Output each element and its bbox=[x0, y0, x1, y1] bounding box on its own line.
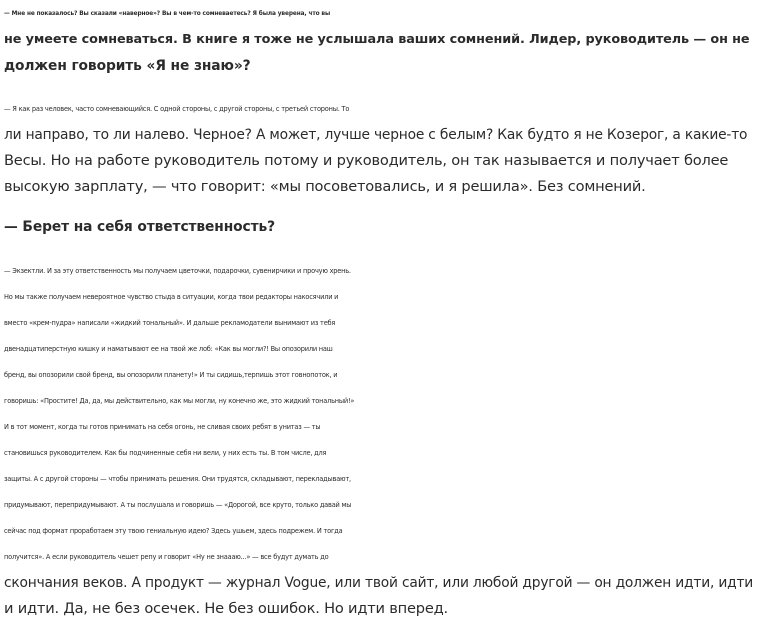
interview-answer-paragraph bbox=[4, 96, 747, 200]
text-line: вместо «крем-пудра» написали «жидкий тональный». И дальше рекламодатели вынимают из тебя bbox=[4, 319, 336, 327]
text-line: придумывают, перепридумывают. А ты послушала и говоришь — «Дорогой, все круто, только давай мы bbox=[4, 501, 352, 509]
text-line: двенадцатиперстную кишку и наматывают ее на твой же лоб: «Как вы могли?! Вы опозорили наш bbox=[4, 345, 333, 353]
text-line: становишься руководителем. Как бы подчиненные себя ни вели, у них есть ты. В том числе, для bbox=[4, 449, 327, 457]
text-line: — Мне не показалось? Вы сказали «наверное»? Вы в чем-то сомневаетесь? Я была уверена, что вы bbox=[4, 11, 331, 17]
text-line: говоришь: «Простите! Да, да, мы действительно, как мы могли, ну конечно же, это жидкий тональный!» bbox=[4, 397, 355, 405]
interview-question-paragraph bbox=[4, 214, 275, 240]
text-line: ли направо, то ли налево. Черное? А может, лучше черное с белым? Как будто я не Козерог, а какие-то bbox=[4, 127, 748, 143]
text-line: скончания веков. А продукт — журнал Vogue, или твой сайт, или любой другой — он должен идти, идти bbox=[4, 575, 754, 591]
text-line: получится». А если руководитель чешет репу и говорит «Ну не знаааю...» — все будут думать до bbox=[4, 553, 329, 561]
text-line: — Берет на себя ответственность? bbox=[4, 219, 276, 235]
interview-answer-paragraph bbox=[4, 258, 753, 622]
text-line: не умеете сомневаться. В книге я тоже не услышала ваших сомнений. Лидер, руководитель — он не bbox=[4, 32, 750, 47]
text-line: Но мы также получаем невероятное чувство стыда в ситуации, когда твои редакторы накосячили и bbox=[4, 293, 339, 301]
text-line: и идти. Да, не без осечек. Не без ошибок. Но идти вперед. bbox=[4, 600, 448, 617]
text-line: — Экзектли. И за эту ответственность мы получаем цветочки, подарочки, сувенирчики и прочую хрень. bbox=[4, 267, 351, 275]
text-line: сейчас под формат проработаем эту твою гениальную идею? Здесь ушьем, здесь подрежем. И тогда bbox=[4, 527, 343, 535]
text-line: — Я как раз человек, часто сомневающийся. С одной стороны, с другой стороны, с третьей стороны. То bbox=[4, 105, 350, 113]
text-line: И в тот момент, когда ты готов принимать на себя огонь, не сливая своих ребят в унитаз — ты bbox=[4, 423, 321, 431]
text-line: высокую зарплату, — что говорит: «мы посоветовались, и я решила». Без сомнений. bbox=[4, 178, 646, 195]
text-line: бренд, вы опозорили свой бренд, вы опозорили планету!» И ты сидишь,терпишь этот говнопоток, и bbox=[4, 371, 338, 379]
text-line: Весы. Но на работе руководитель потому и руководитель, он так называется и получает более bbox=[4, 152, 729, 169]
text-line: защиты. А с другой стороны — чтобы принимать решения. Они трудятся, складывают, перекладывают, bbox=[4, 475, 351, 483]
text-line: должен говорить «Я не знаю»? bbox=[4, 58, 251, 74]
interview-question-paragraph bbox=[4, 1, 750, 79]
